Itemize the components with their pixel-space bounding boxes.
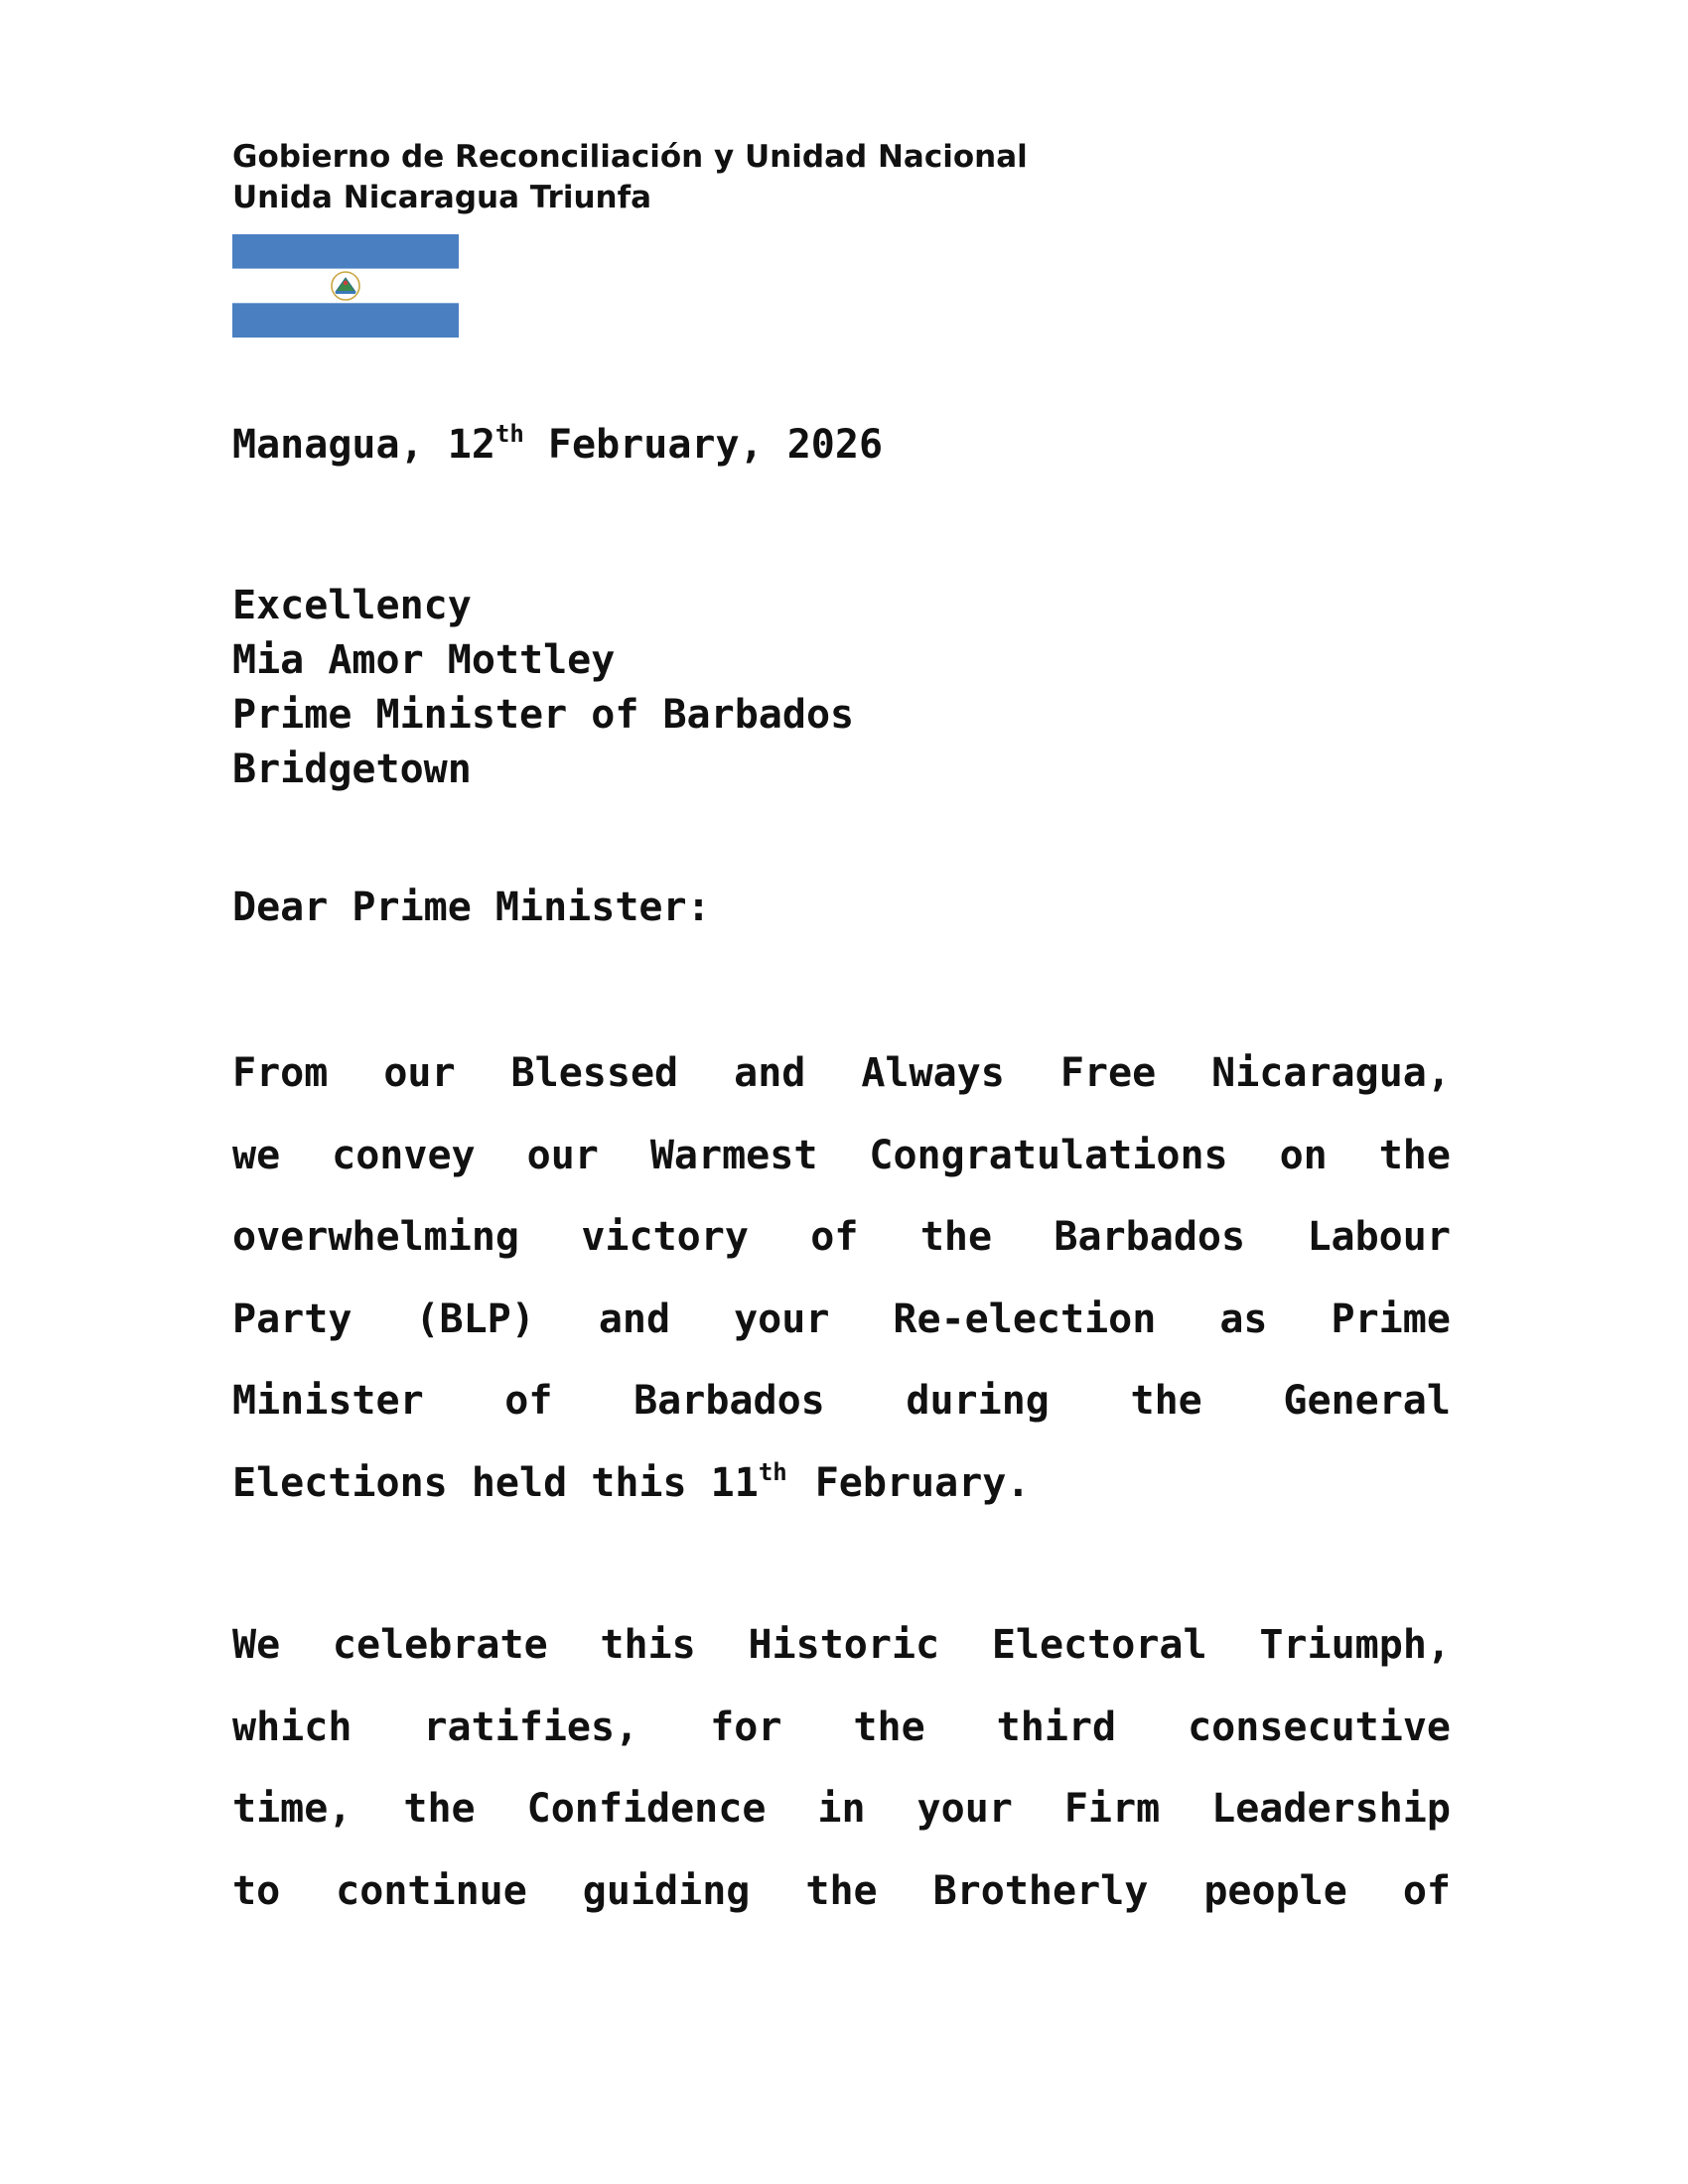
paragraph-word: Blessed — [510, 1050, 679, 1096]
paragraph-word: Prime — [1331, 1296, 1451, 1342]
date-ordinal-suffix: th — [494, 420, 524, 448]
paragraph-line — [232, 1360, 1451, 1442]
paragraph-word: we — [232, 1132, 281, 1178]
paragraph-word: people — [1203, 1867, 1347, 1914]
paragraph-word: Barbados — [633, 1378, 825, 1424]
paragraph-word: of — [504, 1378, 553, 1424]
paragraph-word: From — [232, 1050, 329, 1096]
paragraph-word: the — [805, 1867, 878, 1914]
recipient-name: Mia Amor Mottley — [232, 637, 616, 683]
paragraph-word: the — [919, 1214, 993, 1260]
paragraph-word: Leadership — [1211, 1786, 1451, 1832]
paragraph-word: Labour — [1307, 1214, 1451, 1260]
paragraph-word: Firm — [1063, 1786, 1161, 1832]
paragraph-word: Brotherly — [932, 1867, 1149, 1914]
paragraph-line — [232, 1768, 1451, 1850]
paragraph-word: Free — [1059, 1050, 1157, 1096]
recipient-block — [232, 579, 854, 797]
paragraph-line — [232, 1687, 1451, 1769]
paragraph-word: Electoral — [991, 1622, 1207, 1668]
date-month-year: February, 2026 — [547, 422, 884, 468]
paragraph-word: celebrate — [332, 1622, 548, 1668]
paragraph-word: ratifies, — [423, 1704, 639, 1750]
paragraph-word: Party — [232, 1296, 352, 1342]
paragraph-word: as — [1219, 1296, 1268, 1342]
paragraph-word: this — [600, 1622, 696, 1668]
paragraph-word: overwhelming — [232, 1214, 519, 1260]
paragraph-word: Congratulations — [869, 1132, 1228, 1178]
paragraph-word: Always — [861, 1050, 1005, 1096]
recipient-title: Excellency — [232, 583, 472, 628]
paragraph-word: continue — [336, 1867, 527, 1914]
paragraph-word: We — [232, 1622, 281, 1668]
paragraph-congratulations — [232, 1032, 1451, 1524]
paragraph-line — [232, 1196, 1451, 1279]
paragraph-word: in — [817, 1786, 866, 1832]
paragraph-word: for — [710, 1704, 782, 1750]
paragraph-word: our — [383, 1050, 456, 1096]
paragraph-word: and — [598, 1296, 671, 1342]
letter-date — [232, 417, 883, 473]
paragraph-line — [232, 1115, 1451, 1197]
paragraph-word: during — [906, 1378, 1050, 1424]
paragraph-word: Historic — [748, 1622, 940, 1668]
paragraph-word: time, — [232, 1786, 352, 1832]
recipient-city: Bridgetown — [232, 747, 472, 792]
letterhead-government-name: Gobierno de Reconciliación y Unidad Nacional — [232, 139, 1028, 175]
paragraph-word: Warmest — [649, 1132, 818, 1178]
letterhead-slogan: Unida Nicaragua Triunfa — [232, 180, 652, 215]
paragraph-word: third — [996, 1704, 1117, 1750]
paragraph-line — [232, 1850, 1451, 1933]
letterhead — [232, 137, 1028, 218]
paragraph-word: Triumph, — [1259, 1622, 1451, 1668]
paragraph-text: Elections held this 11th — [232, 1457, 787, 1506]
paragraph-word: which — [232, 1704, 352, 1750]
salutation: Dear Prime Minister: — [232, 885, 711, 930]
paragraph-word: the — [853, 1704, 925, 1750]
date-city-day: Managua, 12 — [232, 422, 495, 468]
paragraph-word: consecutive — [1188, 1704, 1451, 1750]
paragraph-word: Nicaragua, — [1211, 1050, 1451, 1096]
ordinal-suffix: th — [758, 1457, 787, 1486]
paragraph-word: (BLP) — [415, 1296, 535, 1342]
paragraph-word: on — [1279, 1132, 1328, 1178]
paragraph-word: victory — [581, 1214, 749, 1260]
paragraph-word: the — [403, 1786, 476, 1832]
paragraph-word: of — [810, 1214, 859, 1260]
paragraph-line — [232, 1279, 1451, 1361]
paragraph-line — [232, 1442, 1451, 1525]
paragraph-word: the — [1130, 1378, 1202, 1424]
paragraph-word: Re-election — [893, 1296, 1157, 1342]
paragraph-word: your — [734, 1296, 830, 1342]
paragraph-word: guiding — [582, 1867, 751, 1914]
paragraph-word: of — [1402, 1867, 1451, 1914]
paragraph-text: February. — [814, 1459, 1031, 1506]
paragraph-word: Confidence — [526, 1786, 767, 1832]
paragraph-celebration — [232, 1604, 1451, 1932]
nicaragua-flag-icon — [232, 234, 459, 338]
paragraph-word: Minister — [232, 1378, 424, 1424]
paragraph-line — [232, 1032, 1451, 1115]
paragraph-word: to — [232, 1867, 281, 1914]
paragraph-word: Barbados — [1054, 1214, 1246, 1260]
paragraph-word: your — [916, 1786, 1013, 1832]
paragraph-word: our — [526, 1132, 599, 1178]
paragraph-word: General — [1283, 1378, 1451, 1424]
paragraph-word: convey — [332, 1132, 476, 1178]
paragraph-line — [232, 1604, 1451, 1687]
paragraph-word: and — [734, 1050, 806, 1096]
recipient-position: Prime Minister of Barbados — [232, 692, 855, 738]
paragraph-word: the — [1378, 1132, 1451, 1178]
